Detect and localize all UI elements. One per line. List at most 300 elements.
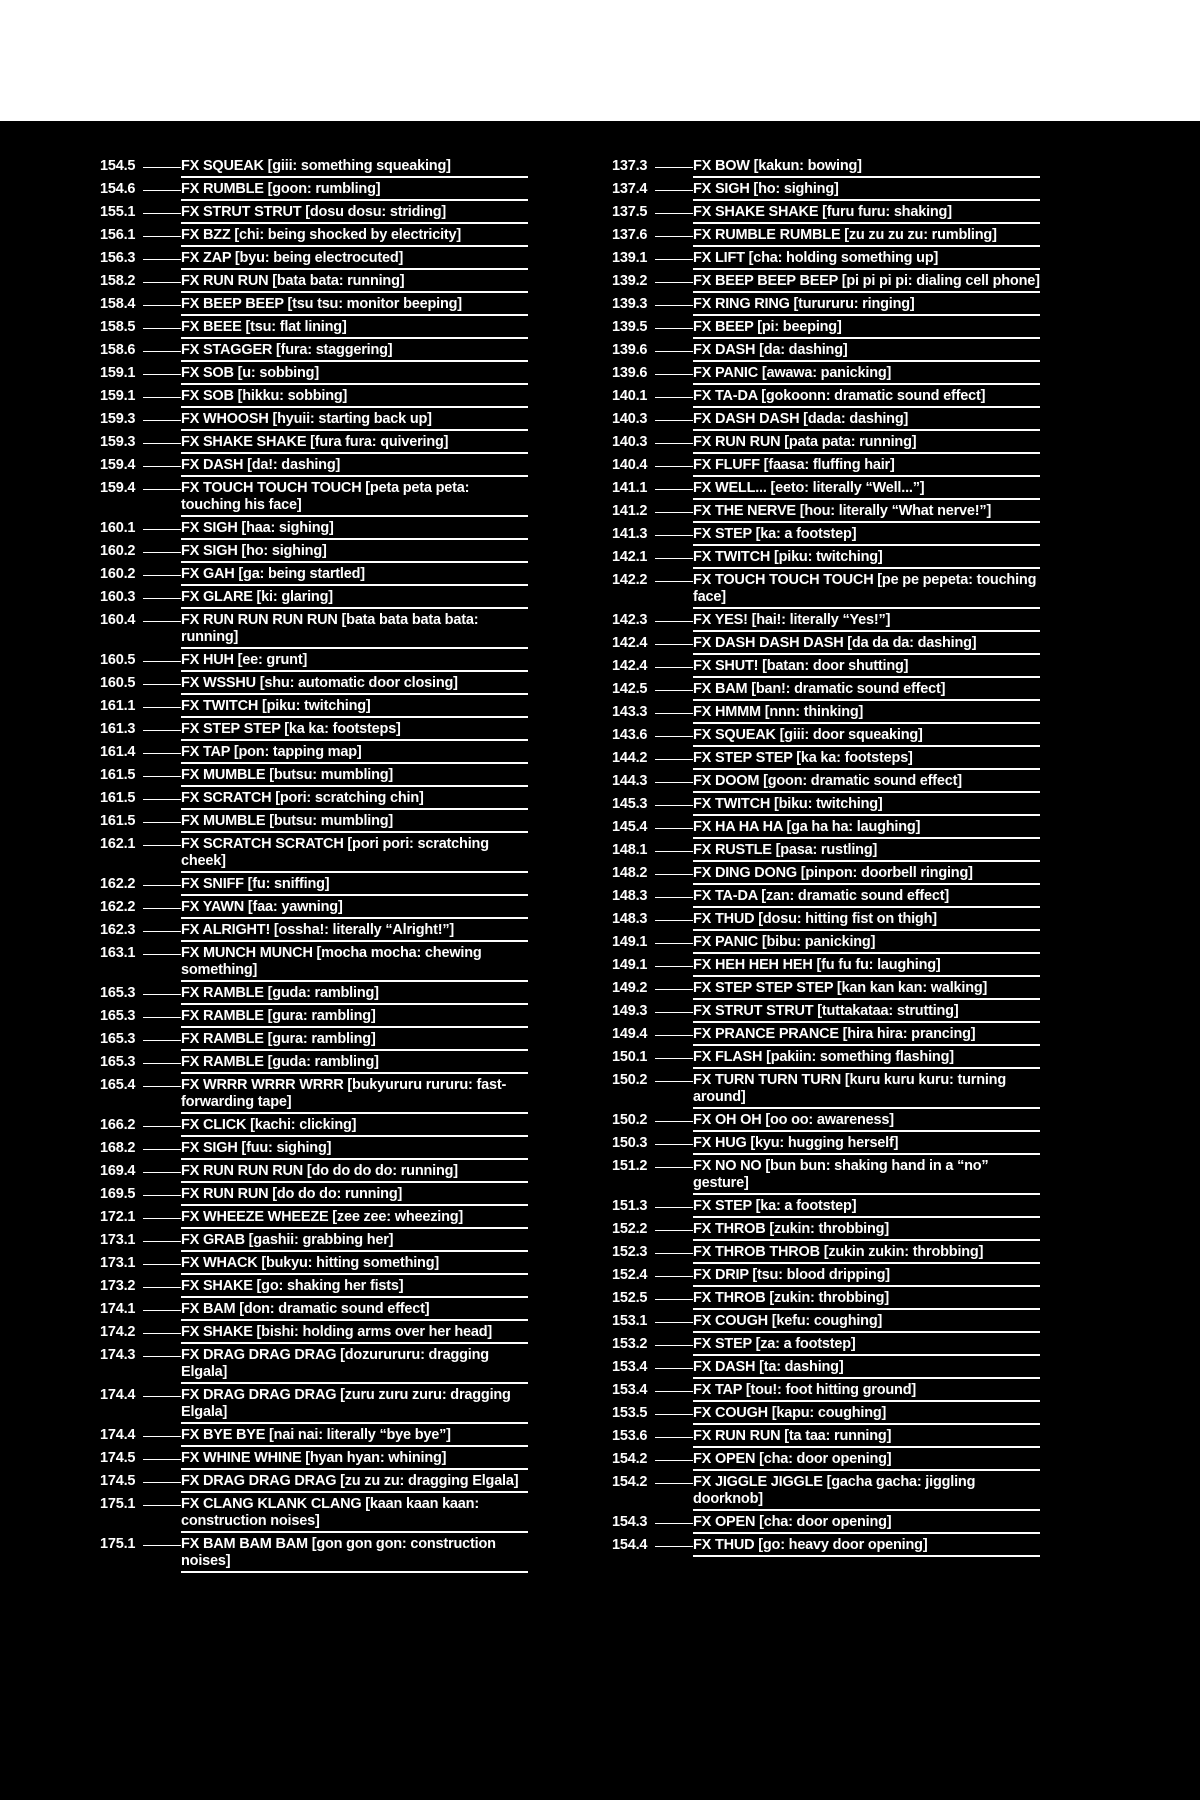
glossary-entry: [100, 319, 528, 339]
glossary-entry: [612, 1451, 1040, 1471]
leader-line: [655, 1460, 693, 1461]
sound-effect-description: FX COUGH [kefu: coughing]: [693, 1313, 1040, 1333]
glossary-entry: [100, 543, 528, 563]
sound-effect-description: FX WHINE WHINE [hyan hyan: whining]: [181, 1450, 528, 1470]
leader-line: [655, 736, 693, 737]
page-panel-number: 159.1: [100, 388, 136, 404]
page-panel-number: 159.4: [100, 480, 136, 496]
sound-effect-description: FX MUMBLE [butsu: mumbling]: [181, 813, 528, 833]
glossary-entry: [100, 342, 528, 362]
leader-line: [655, 621, 693, 622]
glossary-entry: [100, 457, 528, 477]
leader-line: [655, 1081, 693, 1082]
glossary-entry: [612, 819, 1040, 839]
leader-line: [655, 644, 693, 645]
leader-line: [143, 1545, 181, 1546]
page-panel-number: 150.1: [612, 1049, 648, 1065]
glossary-entry: [612, 204, 1040, 224]
leader-line: [655, 1483, 693, 1484]
glossary-entry: [100, 181, 528, 201]
sound-effect-description: FX JIGGLE JIGGLE [gacha gacha: jiggling doorknob]: [693, 1474, 1040, 1511]
glossary-entry: [100, 612, 528, 649]
glossary-entry: [612, 549, 1040, 569]
sound-effect-description: FX DASH DASH [dada: dashing]: [693, 411, 1040, 431]
page-panel-number: 141.3: [612, 526, 648, 542]
page-panel-number: 153.4: [612, 1382, 648, 1398]
glossary-entry: [100, 480, 528, 517]
page-panel-number: 151.3: [612, 1198, 648, 1214]
sound-effect-description: FX BAM BAM BAM [gon gon gon: construction noises]: [181, 1536, 528, 1573]
leader-line: [655, 305, 693, 306]
glossary-entry: [612, 1405, 1040, 1425]
page-panel-number: 161.5: [100, 813, 136, 829]
page-panel-number: 160.3: [100, 589, 136, 605]
glossary-entry: [612, 1198, 1040, 1218]
page-panel-number: 141.2: [612, 503, 648, 519]
leader-line: [143, 236, 181, 237]
sound-effect-description: FX SNIFF [fu: sniffing]: [181, 876, 528, 896]
glossary-entry: [612, 1359, 1040, 1379]
page-panel-number: 160.5: [100, 675, 136, 691]
sound-effect-description: FX LIFT [cha: holding something up]: [693, 250, 1040, 270]
glossary-entry: [100, 566, 528, 586]
leader-line: [655, 828, 693, 829]
page-panel-number: 148.1: [612, 842, 648, 858]
sound-effect-description: FX THROB THROB [zukin zukin: throbbing]: [693, 1244, 1040, 1264]
sound-effect-description: FX MUMBLE [butsu: mumbling]: [181, 767, 528, 787]
sound-effect-description: FX HA HA HA [ga ha ha: laughing]: [693, 819, 1040, 839]
glossary-entry: [612, 1158, 1040, 1195]
sound-effect-description: FX TA-DA [zan: dramatic sound effect]: [693, 888, 1040, 908]
page-panel-number: 140.4: [612, 457, 648, 473]
sound-effect-description: FX BYE BYE [nai nai: literally “bye bye”]: [181, 1427, 528, 1447]
page-panel-number: 165.3: [100, 1031, 136, 1047]
leader-line: [143, 845, 181, 846]
sound-effect-description: FX PANIC [bibu: panicking]: [693, 934, 1040, 954]
glossary-entry: [612, 411, 1040, 431]
glossary-entry: [612, 635, 1040, 655]
sound-effect-description: FX DASH [da!: dashing]: [181, 457, 528, 477]
glossary-entry: [100, 721, 528, 741]
leader-line: [655, 1058, 693, 1059]
page-panel-number: 148.3: [612, 911, 648, 927]
page-panel-number: 142.1: [612, 549, 648, 565]
page-panel-number: 154.2: [612, 1474, 648, 1490]
leader-line: [655, 167, 693, 168]
sound-effect-description: FX RUN RUN [ta taa: running]: [693, 1428, 1040, 1448]
page-panel-number: 159.1: [100, 365, 136, 381]
leader-line: [143, 213, 181, 214]
sound-effect-description: FX SOB [u: sobbing]: [181, 365, 528, 385]
sound-effect-description: FX RAMBLE [guda: rambling]: [181, 1054, 528, 1074]
leader-line: [655, 1012, 693, 1013]
leader-line: [655, 282, 693, 283]
sound-effect-description: FX STRUT STRUT [tuttakataa: strutting]: [693, 1003, 1040, 1023]
sound-effect-description: FX ALRIGHT! [ossha!: literally “Alright!”]: [181, 922, 528, 942]
sound-effect-description: FX THROB [zukin: throbbing]: [693, 1290, 1040, 1310]
glossary-entry: [100, 434, 528, 454]
glossary-entry: [612, 773, 1040, 793]
leader-line: [143, 799, 181, 800]
sound-effect-description: FX RUMBLE [goon: rumbling]: [181, 181, 528, 201]
glossary-entry: [612, 250, 1040, 270]
sound-effect-description: FX SQUEAK [giii: door squeaking]: [693, 727, 1040, 747]
glossary-entry: [612, 1221, 1040, 1241]
leader-line: [143, 707, 181, 708]
leader-line: [143, 552, 181, 553]
glossary-entry: [612, 957, 1040, 977]
page-panel-number: 137.4: [612, 181, 648, 197]
sound-effect-description: FX TAP [pon: tapping map]: [181, 744, 528, 764]
leader-line: [143, 1218, 181, 1219]
glossary-entry: [100, 675, 528, 695]
sound-effect-description: FX STEP STEP STEP [kan kan kan: walking]: [693, 980, 1040, 1000]
leader-line: [143, 776, 181, 777]
glossary-entry: [612, 1514, 1040, 1534]
sound-effect-description: FX WHACK [bukyu: hitting something]: [181, 1255, 528, 1275]
sound-effect-description: FX THUD [dosu: hitting fist on thigh]: [693, 911, 1040, 931]
page-panel-number: 137.6: [612, 227, 648, 243]
leader-line: [655, 897, 693, 898]
leader-line: [655, 1035, 693, 1036]
leader-line: [143, 575, 181, 576]
glossary-entry: [100, 985, 528, 1005]
sound-effect-description: FX FLUFF [faasa: fluffing hair]: [693, 457, 1040, 477]
leader-line: [655, 1299, 693, 1300]
leader-line: [655, 397, 693, 398]
leader-line: [143, 730, 181, 731]
leader-line: [143, 1436, 181, 1437]
page-panel-number: 175.1: [100, 1496, 136, 1512]
page-panel-number: 152.2: [612, 1221, 648, 1237]
page-panel-number: 142.2: [612, 572, 648, 588]
page-panel-number: 148.3: [612, 888, 648, 904]
page-panel-number: 174.5: [100, 1450, 136, 1466]
leader-line: [143, 1482, 181, 1483]
sound-effect-description: FX RAMBLE [guda: rambling]: [181, 985, 528, 1005]
sound-effect-description: FX NO NO [bun bun: shaking hand in a “no” gesture]: [693, 1158, 1040, 1195]
sound-effect-description: FX BOW [kakun: bowing]: [693, 158, 1040, 178]
leader-line: [143, 167, 181, 168]
glossary-entry: [612, 865, 1040, 885]
leader-line: [143, 1396, 181, 1397]
glossary-entry: [612, 1428, 1040, 1448]
glossary-entry: [612, 388, 1040, 408]
page-panel-number: 153.6: [612, 1428, 648, 1444]
leader-line: [655, 1207, 693, 1208]
page-panel-number: 158.5: [100, 319, 136, 335]
page-panel-number: 144.3: [612, 773, 648, 789]
page-panel-number: 149.3: [612, 1003, 648, 1019]
page-panel-number: 159.3: [100, 434, 136, 450]
glossary-entry: [612, 365, 1040, 385]
leader-line: [655, 489, 693, 490]
glossary-entry: [612, 980, 1040, 1000]
sound-effect-description: FX STEP STEP [ka ka: footsteps]: [181, 721, 528, 741]
sound-effect-description: FX TA-DA [gokoonn: dramatic sound effect]: [693, 388, 1040, 408]
page-panel-number: 158.4: [100, 296, 136, 312]
page-panel-number: 142.3: [612, 612, 648, 628]
sound-effect-description: FX THUD [go: heavy door opening]: [693, 1537, 1040, 1557]
page-panel-number: 160.2: [100, 566, 136, 582]
glossary-entry: [100, 1031, 528, 1051]
page-panel-number: 173.2: [100, 1278, 136, 1294]
leader-line: [143, 1195, 181, 1196]
sound-effect-description: FX DRAG DRAG DRAG [zu zu zu: dragging Elgala]: [181, 1473, 528, 1493]
glossary-entry: [612, 1003, 1040, 1023]
sound-effect-description: FX SIGH [fuu: sighing]: [181, 1140, 528, 1160]
glossary-entry: [612, 1382, 1040, 1402]
page-panel-number: 162.2: [100, 876, 136, 892]
leader-line: [143, 885, 181, 886]
leader-line: [655, 259, 693, 260]
leader-line: [655, 1121, 693, 1122]
glossary-entry: [612, 342, 1040, 362]
page-panel-number: 139.3: [612, 296, 648, 312]
leader-line: [143, 374, 181, 375]
sound-effect-description: FX RAMBLE [gura: rambling]: [181, 1008, 528, 1028]
leader-line: [143, 351, 181, 352]
leader-line: [143, 908, 181, 909]
leader-line: [143, 1241, 181, 1242]
glossary-entry: [612, 181, 1040, 201]
sound-effect-description: FX TOUCH TOUCH TOUCH [peta peta peta: touching his face]: [181, 480, 528, 517]
glossary-entry: [100, 1054, 528, 1074]
sound-effect-description: FX RUMBLE RUMBLE [zu zu zu zu: rumbling]: [693, 227, 1040, 247]
glossary-entry: [612, 750, 1040, 770]
sound-effect-description: FX SHAKE [go: shaking her fists]: [181, 1278, 528, 1298]
leader-line: [655, 351, 693, 352]
sound-effect-description: FX SCRATCH SCRATCH [pori pori: scratching cheek]: [181, 836, 528, 873]
page-panel-number: 140.3: [612, 434, 648, 450]
sound-effect-description: FX STEP [ka: a footstep]: [693, 1198, 1040, 1218]
glossary-entry: [100, 813, 528, 833]
sound-effect-description: FX STRUT STRUT [dosu dosu: striding]: [181, 204, 528, 224]
page-panel-number: 154.4: [612, 1537, 648, 1553]
sound-effect-description: FX RUN RUN [bata bata: running]: [181, 273, 528, 293]
page-panel-number: 162.3: [100, 922, 136, 938]
page-panel-number: 162.2: [100, 899, 136, 915]
page-panel-number: 173.1: [100, 1255, 136, 1271]
sound-effect-description: FX SIGH [ho: sighing]: [181, 543, 528, 563]
page-panel-number: 145.3: [612, 796, 648, 812]
leader-line: [655, 1322, 693, 1323]
page-panel-number: 142.4: [612, 658, 648, 674]
page-panel-number: 140.3: [612, 411, 648, 427]
page-panel-number: 173.1: [100, 1232, 136, 1248]
page-panel-number: 165.3: [100, 1054, 136, 1070]
page-panel-number: 159.3: [100, 411, 136, 427]
sound-effect-description: FX DRAG DRAG DRAG [zuru zuru zuru: dragging Elgala]: [181, 1387, 528, 1424]
glossary-entry: [612, 1112, 1040, 1132]
page-panel-number: 158.6: [100, 342, 136, 358]
sound-effect-description: FX WRRR WRRR WRRR [bukyururu rururu: fast-forwarding tape]: [181, 1077, 528, 1114]
sound-effect-description: FX SHUT! [batan: door shutting]: [693, 658, 1040, 678]
leader-line: [655, 420, 693, 421]
page-panel-number: 169.4: [100, 1163, 136, 1179]
leader-line: [655, 782, 693, 783]
leader-line: [143, 1172, 181, 1173]
glossary-entry: [100, 1301, 528, 1321]
glossary-entry: [612, 888, 1040, 908]
leader-line: [143, 822, 181, 823]
glossary-entry: [100, 1473, 528, 1493]
sound-effect-description: FX HEH HEH HEH [fu fu fu: laughing]: [693, 957, 1040, 977]
glossary-entry: [100, 790, 528, 810]
sound-effect-description: FX TWITCH [biku: twitching]: [693, 796, 1040, 816]
sound-effect-description: FX OPEN [cha: door opening]: [693, 1451, 1040, 1471]
sound-effect-description: FX MUNCH MUNCH [mocha mocha: chewing something]: [181, 945, 528, 982]
glossary-entry: [100, 296, 528, 316]
glossary-column-left: [100, 158, 528, 1576]
sound-effect-description: FX RUN RUN RUN RUN [bata bata bata bata: running]: [181, 612, 528, 649]
leader-line: [655, 1368, 693, 1369]
page-panel-number: 161.5: [100, 790, 136, 806]
sound-effect-description: FX SHAKE SHAKE [fura fura: quivering]: [181, 434, 528, 454]
glossary-entry: [612, 296, 1040, 316]
leader-line: [655, 581, 693, 582]
leader-line: [143, 1310, 181, 1311]
glossary-entry: [100, 1209, 528, 1229]
sound-effect-description: FX WELL... [eeto: literally “Well...”]: [693, 480, 1040, 500]
sound-effect-description: FX FLASH [pakiin: something flashing]: [693, 1049, 1040, 1069]
leader-line: [655, 558, 693, 559]
page-panel-number: 175.1: [100, 1536, 136, 1552]
page-panel-number: 145.4: [612, 819, 648, 835]
glossary-entry: [612, 526, 1040, 546]
leader-line: [143, 259, 181, 260]
leader-line: [655, 1391, 693, 1392]
glossary-entry: [612, 934, 1040, 954]
glossary-entry: [612, 572, 1040, 609]
glossary-entry: [100, 1387, 528, 1424]
glossary-entry: [100, 1278, 528, 1298]
glossary-entry: [100, 1077, 528, 1114]
sound-effect-description: FX DOOM [goon: dramatic sound effect]: [693, 773, 1040, 793]
leader-line: [143, 1459, 181, 1460]
leader-line: [143, 305, 181, 306]
sound-effect-description: FX TAP [tou!: foot hitting ground]: [693, 1382, 1040, 1402]
glossary-entry: [612, 612, 1040, 632]
leader-line: [655, 190, 693, 191]
glossary-entry: [100, 589, 528, 609]
page-panel-number: 139.2: [612, 273, 648, 289]
sound-effect-description: FX RUN RUN [do do do: running]: [181, 1186, 528, 1206]
glossary-entry: [100, 922, 528, 942]
sound-effect-description: FX TURN TURN TURN [kuru kuru kuru: turning around]: [693, 1072, 1040, 1109]
sound-effect-description: FX DRIP [tsu: blood dripping]: [693, 1267, 1040, 1287]
leader-line: [143, 529, 181, 530]
glossary-entry: [100, 1450, 528, 1470]
glossary-entry: [612, 1336, 1040, 1356]
page-panel-number: 166.2: [100, 1117, 136, 1133]
leader-line: [655, 690, 693, 691]
leader-line: [143, 598, 181, 599]
leader-line: [655, 1523, 693, 1524]
sound-effect-description: FX BEEP BEEP BEEP [pi pi pi pi: dialing cell phone]: [693, 273, 1040, 293]
leader-line: [655, 1230, 693, 1231]
page-panel-number: 160.1: [100, 520, 136, 536]
sound-effect-description: FX DASH [da: dashing]: [693, 342, 1040, 362]
glossary-entry: [612, 1072, 1040, 1109]
page-panel-number: 169.5: [100, 1186, 136, 1202]
sound-effect-description: FX CLANG KLANK CLANG [kaan kaan kaan: construction noises]: [181, 1496, 528, 1533]
glossary-entry: [100, 1324, 528, 1344]
sound-effect-description: FX SHAKE SHAKE [furu furu: shaking]: [693, 204, 1040, 224]
sound-effect-description: FX PANIC [awawa: panicking]: [693, 365, 1040, 385]
sound-effect-description: FX DASH [ta: dashing]: [693, 1359, 1040, 1379]
glossary-entry: [612, 1313, 1040, 1333]
leader-line: [655, 1437, 693, 1438]
leader-line: [143, 1149, 181, 1150]
leader-line: [143, 1356, 181, 1357]
glossary-entry: [612, 319, 1040, 339]
leader-line: [143, 753, 181, 754]
sound-effect-description: FX RUN RUN RUN [do do do do: running]: [181, 1163, 528, 1183]
leader-line: [655, 443, 693, 444]
sound-effect-description: FX OH OH [oo oo: awareness]: [693, 1112, 1040, 1132]
glossary-entry: [612, 658, 1040, 678]
leader-line: [655, 943, 693, 944]
page-panel-number: 174.4: [100, 1427, 136, 1443]
sound-effect-description: FX DING DONG [pinpon: doorbell ringing]: [693, 865, 1040, 885]
page-panel-number: 150.3: [612, 1135, 648, 1151]
glossary-entry: [612, 727, 1040, 747]
page-panel-number: 142.5: [612, 681, 648, 697]
glossary-entry: [100, 520, 528, 540]
page-panel-number: 139.5: [612, 319, 648, 335]
sound-effect-description: FX RAMBLE [gura: rambling]: [181, 1031, 528, 1051]
page-panel-number: 154.5: [100, 158, 136, 174]
page-panel-number: 152.4: [612, 1267, 648, 1283]
leader-line: [655, 667, 693, 668]
sound-effect-description: FX BEEP BEEP [tsu tsu: monitor beeping]: [181, 296, 528, 316]
page-panel-number: 140.1: [612, 388, 648, 404]
glossary-entry: [100, 1140, 528, 1160]
glossary-entry: [612, 457, 1040, 477]
leader-line: [143, 190, 181, 191]
sound-effect-description: FX WHEEZE WHEEZE [zee zee: wheezing]: [181, 1209, 528, 1229]
glossary-entry: [100, 1163, 528, 1183]
leader-line: [143, 328, 181, 329]
top-margin: [0, 0, 1200, 121]
page-panel-number: 148.2: [612, 865, 648, 881]
glossary-entry: [100, 652, 528, 672]
page-panel-number: 174.4: [100, 1387, 136, 1403]
glossary-entry: [100, 365, 528, 385]
page-panel-number: 153.5: [612, 1405, 648, 1421]
glossary-entry: [612, 1244, 1040, 1264]
glossary-entry: [100, 1255, 528, 1275]
sound-effect-description: FX RUSTLE [pasa: rustling]: [693, 842, 1040, 862]
glossary-entry: [100, 1496, 528, 1533]
sound-effect-description: FX COUGH [kapu: coughing]: [693, 1405, 1040, 1425]
leader-line: [655, 851, 693, 852]
page-panel-number: 149.1: [612, 957, 648, 973]
page-panel-number: 161.1: [100, 698, 136, 714]
glossary-entry: [612, 434, 1040, 454]
page-panel-number: 156.1: [100, 227, 136, 243]
leader-line: [655, 535, 693, 536]
leader-line: [143, 931, 181, 932]
leader-line: [655, 374, 693, 375]
sound-effect-description: FX STAGGER [fura: staggering]: [181, 342, 528, 362]
page-panel-number: 160.2: [100, 543, 136, 559]
sound-effect-description: FX PRANCE PRANCE [hira hira: prancing]: [693, 1026, 1040, 1046]
leader-line: [143, 1086, 181, 1087]
leader-line: [143, 684, 181, 685]
leader-line: [143, 661, 181, 662]
